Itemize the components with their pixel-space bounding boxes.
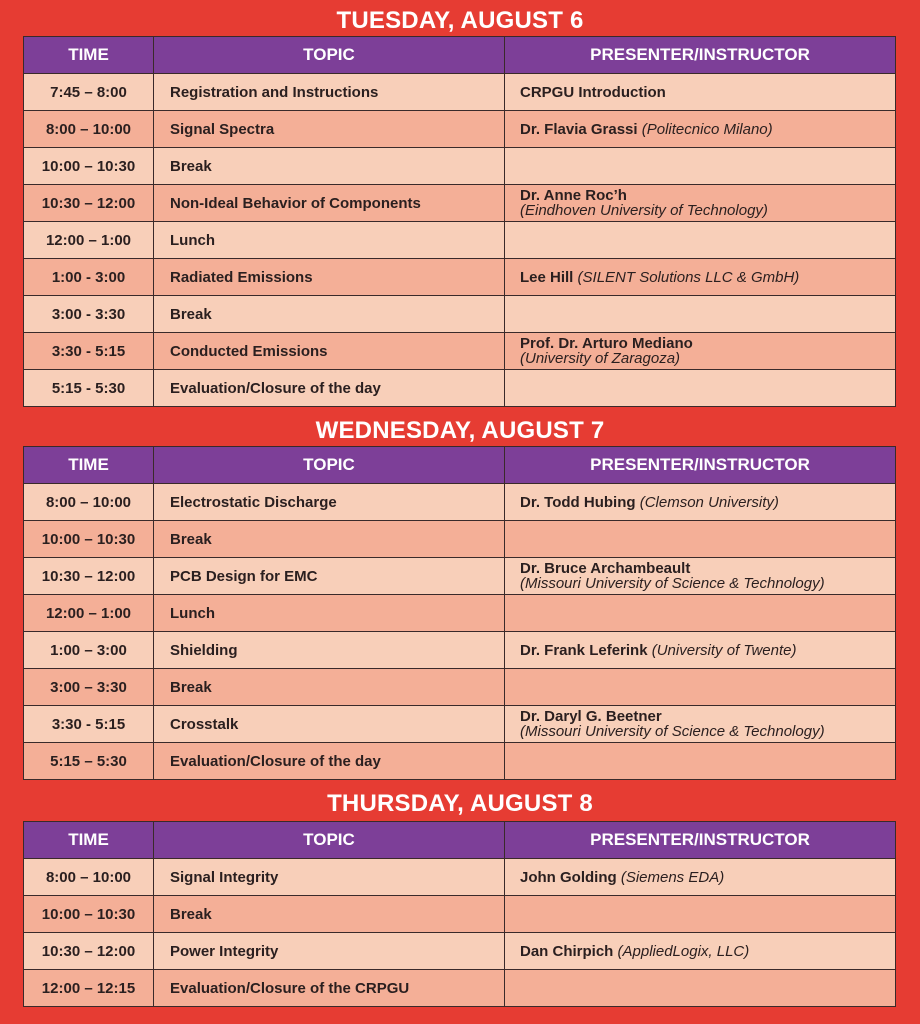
table-row — [24, 743, 896, 780]
time-cell: 8:00 – 10:00 — [24, 111, 154, 148]
presenter-name: Dr. Anne Roc’h — [520, 187, 627, 204]
topic-cell: Crosstalk — [154, 706, 505, 743]
table-row — [24, 333, 896, 370]
presenter-cell — [505, 595, 896, 632]
time-cell: 10:30 – 12:00 — [24, 558, 154, 595]
table-row — [24, 632, 896, 669]
presenter-cell — [505, 484, 896, 521]
time-cell: 7:45 – 8:00 — [24, 74, 154, 111]
presenter-name: Prof. Dr. Arturo Mediano — [520, 335, 693, 352]
presenter-affiliation: (Eindhoven University of Technology) — [520, 202, 768, 219]
table-header — [24, 447, 896, 484]
presenter-name: Dr. Daryl G. Beetner — [520, 708, 662, 725]
table-row — [24, 222, 896, 259]
table-header — [24, 37, 896, 74]
table-row — [24, 970, 896, 1007]
table-header — [24, 822, 896, 859]
presenter-cell — [505, 74, 896, 111]
presenter-cell — [505, 558, 896, 595]
schedule-table-wednesday — [23, 446, 896, 780]
table-row — [24, 148, 896, 185]
topic-cell: Evaluation/Closure of the CRPGU — [154, 970, 505, 1007]
time-cell: 3:30 - 5:15 — [24, 706, 154, 743]
presenter-name: John Golding — [520, 868, 617, 886]
topic-cell: Break — [154, 896, 505, 933]
topic-cell: Break — [154, 521, 505, 558]
presenter-name: Dr. Todd Hubing — [520, 493, 636, 511]
presenter-affiliation: (Politecnico Milano) — [641, 120, 773, 138]
time-cell: 3:30 - 5:15 — [24, 333, 154, 370]
presenter-name: Dr. Bruce Archambeault — [520, 560, 691, 577]
topic-cell: Lunch — [154, 222, 505, 259]
column-header-topic: TOPIC — [154, 822, 505, 859]
topic-cell: Signal Spectra — [154, 111, 505, 148]
presenter-name: Dan Chirpich — [520, 942, 614, 960]
table-row — [24, 296, 896, 333]
topic-cell: Shielding — [154, 632, 505, 669]
table-row — [24, 185, 896, 222]
topic-cell: Lunch — [154, 595, 505, 632]
time-cell: 10:30 – 12:00 — [24, 185, 154, 222]
presenter-cell — [505, 632, 896, 669]
table-row — [24, 484, 896, 521]
day-title-wednesday: WEDNESDAY, AUGUST 7 — [315, 417, 605, 444]
presenter-cell — [505, 743, 896, 780]
time-cell: 10:30 – 12:00 — [24, 933, 154, 970]
column-header-presenter: PRESENTER/INSTRUCTOR — [505, 37, 896, 74]
presenter-name: CRPGU Introduction — [520, 83, 666, 101]
presenter-affiliation: (AppliedLogix, LLC) — [617, 942, 750, 960]
column-header-presenter: PRESENTER/INSTRUCTOR — [505, 822, 896, 859]
topic-cell: Break — [154, 148, 505, 185]
table-row — [24, 74, 896, 111]
presenter-affiliation: (Missouri University of Science & Technology) — [520, 575, 825, 592]
time-cell: 5:15 – 5:30 — [24, 743, 154, 780]
time-cell: 10:00 – 10:30 — [24, 521, 154, 558]
table-row — [24, 521, 896, 558]
time-cell: 12:00 – 12:15 — [24, 970, 154, 1007]
table-row — [24, 558, 896, 595]
day-title-tuesday: TUESDAY, AUGUST 6 — [336, 7, 584, 34]
presenter-cell — [505, 222, 896, 259]
table-row — [24, 706, 896, 743]
presenter-cell — [505, 669, 896, 706]
table-row — [24, 370, 896, 407]
presenter-affiliation: (Missouri University of Science & Technology) — [520, 723, 825, 740]
time-cell: 10:00 – 10:30 — [24, 148, 154, 185]
presenter-cell — [505, 706, 896, 743]
presenter-cell — [505, 933, 896, 970]
table-row — [24, 859, 896, 896]
time-cell: 8:00 – 10:00 — [24, 484, 154, 521]
presenter-cell — [505, 185, 896, 222]
table-row — [24, 669, 896, 706]
time-cell: 12:00 – 1:00 — [24, 222, 154, 259]
day-title-thursday: THURSDAY, AUGUST 8 — [327, 790, 593, 817]
time-cell: 12:00 – 1:00 — [24, 595, 154, 632]
column-header-time: TIME — [24, 822, 154, 859]
presenter-affiliation: (University of Twente) — [651, 641, 797, 659]
topic-cell: Radiated Emissions — [154, 259, 505, 296]
time-cell: 1:00 – 3:00 — [24, 632, 154, 669]
presenter-cell — [505, 333, 896, 370]
column-header-topic: TOPIC — [154, 447, 505, 484]
topic-cell: Evaluation/Closure of the day — [154, 743, 505, 780]
presenter-name: Dr. Flavia Grassi — [520, 120, 638, 138]
presenter-name: Lee Hill — [520, 268, 574, 286]
presenter-affiliation: (SILENT Solutions LLC & GmbH) — [577, 268, 800, 286]
presenter-cell — [505, 859, 896, 896]
presenter-name: Dr. Frank Leferink — [520, 641, 648, 659]
time-cell: 1:00 - 3:00 — [24, 259, 154, 296]
presenter-cell — [505, 896, 896, 933]
presenter-cell — [505, 148, 896, 185]
time-cell: 10:00 – 10:30 — [24, 896, 154, 933]
presenter-affiliation: (Clemson University) — [639, 493, 779, 511]
schedule-table-thursday — [23, 821, 896, 1007]
presenter-affiliation: (University of Zaragoza) — [520, 350, 681, 367]
table-row — [24, 259, 896, 296]
time-cell: 5:15 - 5:30 — [24, 370, 154, 407]
time-cell: 3:00 – 3:30 — [24, 669, 154, 706]
topic-cell: PCB Design for EMC — [154, 558, 505, 595]
schedule-table-tuesday — [23, 36, 896, 407]
presenter-cell — [505, 296, 896, 333]
column-header-topic: TOPIC — [154, 37, 505, 74]
topic-cell: Conducted Emissions — [154, 333, 505, 370]
column-header-presenter: PRESENTER/INSTRUCTOR — [505, 447, 896, 484]
presenter-affiliation: (Siemens EDA) — [620, 868, 725, 886]
topic-cell: Break — [154, 669, 505, 706]
table-row — [24, 933, 896, 970]
column-header-time: TIME — [24, 447, 154, 484]
topic-cell: Registration and Instructions — [154, 74, 505, 111]
table-row — [24, 595, 896, 632]
topic-cell: Electrostatic Discharge — [154, 484, 505, 521]
topic-cell: Signal Integrity — [154, 859, 505, 896]
presenter-cell — [505, 521, 896, 558]
time-cell: 8:00 – 10:00 — [24, 859, 154, 896]
column-header-time: TIME — [24, 37, 154, 74]
presenter-cell — [505, 370, 896, 407]
presenter-cell — [505, 259, 896, 296]
table-row — [24, 111, 896, 148]
presenter-cell — [505, 111, 896, 148]
topic-cell: Break — [154, 296, 505, 333]
topic-cell: Evaluation/Closure of the day — [154, 370, 505, 407]
time-cell: 3:00 - 3:30 — [24, 296, 154, 333]
topic-cell: Power Integrity — [154, 933, 505, 970]
topic-cell: Non-Ideal Behavior of Components — [154, 185, 505, 222]
presenter-cell — [505, 970, 896, 1007]
table-row — [24, 896, 896, 933]
